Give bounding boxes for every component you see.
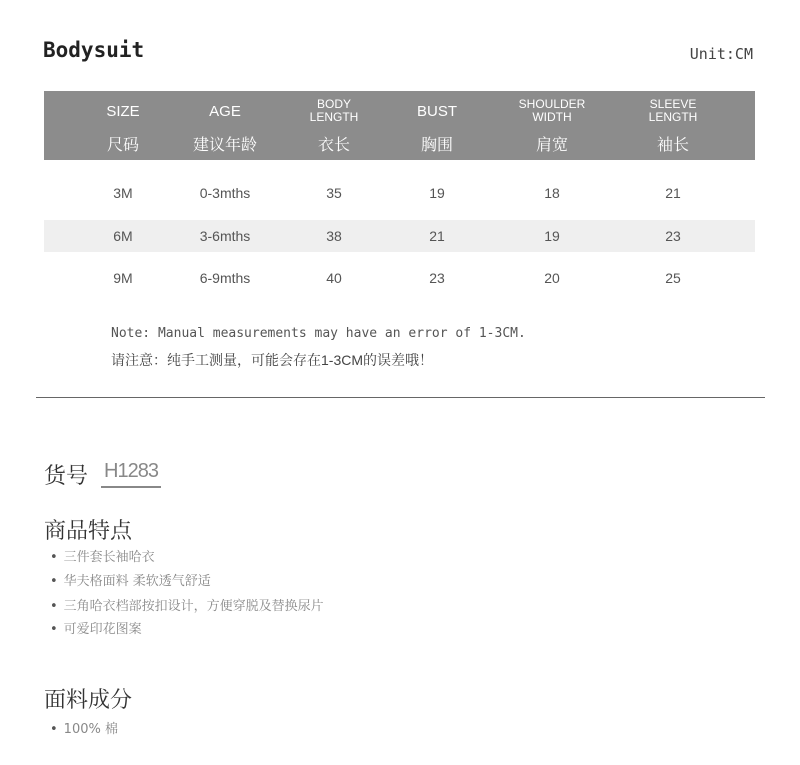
table-cell: 20 (544, 270, 560, 286)
table-cell: 21 (665, 185, 681, 201)
feature-item: • 三件套长袖哈衣 (50, 546, 155, 565)
table-cell: 23 (429, 270, 445, 286)
table-cell: 0-3mths (199, 185, 251, 201)
table-cell: 6-9mths (199, 270, 251, 286)
size-table-header (44, 91, 755, 160)
column-header-en: AGE (209, 102, 241, 120)
table-row (44, 262, 755, 294)
column-header-zh: 胸围 (420, 137, 454, 154)
column-header (106, 96, 139, 155)
table-cell: 3M (113, 185, 133, 201)
column-header (310, 96, 359, 155)
column-header-zh: 肩宽 (535, 137, 568, 154)
unit-label: Unit:CM (689, 45, 753, 63)
note-chinese: 请注意：纯手工测量，可能会存在1-3CM的误差哦！ (111, 352, 434, 368)
column-header-zh: 袖长 (656, 137, 689, 154)
note-english: Note: Manual measurements may have an error of 1-3CM. (111, 326, 526, 341)
table-row (44, 220, 755, 252)
table-cell: 23 (665, 228, 681, 244)
sku-label: 货号 (44, 464, 89, 489)
column-header-zh: 尺码 (106, 137, 139, 154)
column-header-en: SIZE (106, 102, 140, 120)
table-cell: 19 (429, 185, 445, 201)
table-cell: 19 (544, 228, 560, 244)
fabric-heading: 面料成分 (44, 688, 133, 713)
table-cell: 25 (665, 270, 681, 286)
column-header-zh: 衣长 (317, 137, 350, 154)
table-cell: 35 (326, 185, 342, 201)
table-cell: 6M (113, 228, 133, 244)
table-cell: 21 (429, 228, 445, 244)
divider (36, 397, 765, 398)
column-header-en: SLEEVE LENGTH (648, 97, 698, 124)
column-header (417, 96, 457, 155)
table-cell: 18 (544, 185, 560, 201)
features-heading: 商品特点 (44, 519, 133, 544)
column-header (193, 96, 257, 155)
column-header-zh: 建议年龄 (192, 137, 258, 154)
column-header-en: BODY LENGTH (309, 97, 359, 124)
column-header-en: BUST (416, 102, 458, 120)
table-cell: 3-6mths (199, 228, 251, 244)
column-header-en: SHOULDER WIDTH (518, 97, 586, 124)
feature-item: • 可爱印花图案 (50, 618, 142, 637)
table-row (44, 177, 755, 209)
column-header (649, 96, 698, 155)
feature-item: • 华夫格面料 柔软透气舒适 (50, 570, 211, 589)
table-cell: 40 (326, 270, 342, 286)
page-title: Bodysuit (43, 38, 145, 62)
feature-item: • 三角哈衣档部按扣设计，方便穿脱及替换尿片 (50, 595, 324, 614)
table-cell: 38 (326, 228, 342, 244)
table-cell: 9M (113, 270, 133, 286)
column-header (519, 96, 586, 155)
fabric-item: • 100% 棉 (50, 718, 118, 737)
sku-value: H1283 (101, 460, 161, 488)
